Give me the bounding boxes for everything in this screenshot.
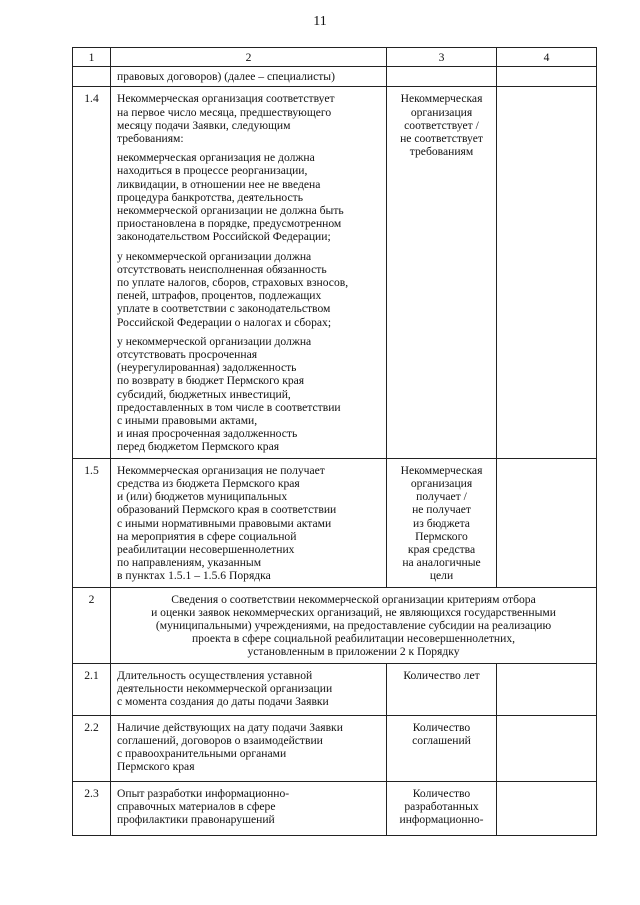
table-row-continuation — [73, 67, 597, 87]
section-heading: Сведения о соответствии некоммерческой организации критериям отбора и оценки заявок некоммерческих организаций, не являющихся государственными (муниципальными) учреждениями, на предоставление субсидии на реализацию проекта в сфере социальной реабилитации несовершеннолетних, установленным в приложении 2 к Порядку — [111, 587, 597, 663]
table-row-2-2 — [73, 715, 597, 781]
table-row-1-4 — [73, 87, 597, 458]
row-description: Наличие действующих на дату подачи Заявки соглашений, договоров о взаимодействии с правоохранительными органами Пермского края — [111, 715, 387, 781]
empty-cell — [497, 715, 597, 781]
row-value-type: Некоммерческая организация получает / не получает из бюджета Пермского края средства на аналогичные цели — [387, 458, 497, 587]
header-cell-1: 1 — [73, 48, 111, 67]
header-cell-4: 4 — [497, 48, 597, 67]
row-value-type: Количество соглашений — [387, 715, 497, 781]
row-number: 2.3 — [73, 781, 111, 835]
row-value-type: Количество лет — [387, 663, 497, 715]
row-description: Длительность осуществления уставной деятельности некоммерческой организации с момента создания до даты подачи Заявки — [111, 663, 387, 715]
row-number: 1.5 — [73, 458, 111, 587]
table-section-2 — [73, 587, 597, 663]
row-description — [111, 87, 387, 458]
header-cell-3: 3 — [387, 48, 497, 67]
row-number: 1.4 — [73, 87, 111, 458]
row-description: Опыт разработки информационно- справочных материалов в сфере профилактики правонарушений — [111, 781, 387, 835]
paragraph-intro: Некоммерческая организация соответствует на первое число месяца, предшествующего месяцу подачи Заявки, следующим требованиям: — [117, 92, 335, 146]
criteria-table — [72, 47, 597, 836]
continuation-text: правовых договоров) (далее – специалисты) — [111, 67, 387, 87]
row-number: 2.1 — [73, 663, 111, 715]
paragraph-reorganization: некоммерческая организация не должна находиться в процессе реорганизации, ликвидации, в отношении нее не введена процедура банкротства, деятельность некоммерческой организации не должна быть приостановлена в порядке, предусмотренном законодательством Российской Федерации; — [117, 151, 344, 244]
table-row-2-3 — [73, 781, 597, 835]
empty-cell — [497, 663, 597, 715]
row-value-type: Количество разработанных информационно- — [387, 781, 497, 835]
table-row-1-5 — [73, 458, 597, 587]
row-number: 2.2 — [73, 715, 111, 781]
empty-cell — [497, 87, 597, 458]
table-header-row — [73, 48, 597, 67]
row-description: Некоммерческая организация не получает средства из бюджета Пермского края и (или) бюджетов муниципальных образований Пермского края в соответствии с иными нормативными правовыми актами на мероприятия в сфере социальной реабилитации несовершеннолетних по направлениям, указанным в пунктах 1.5.1 – 1.5.6 Порядка — [111, 458, 387, 587]
table-row-2-1 — [73, 663, 597, 715]
section-number: 2 — [73, 587, 111, 663]
header-cell-2: 2 — [111, 48, 387, 67]
row-value-type: Некоммерческая организация соответствует / не соответствует требованиям — [387, 87, 497, 458]
empty-cell — [497, 781, 597, 835]
paragraph-taxes: у некоммерческой организации должна отсутствовать неисполненная обязанность по уплате налогов, сборов, страховых взносов, пеней, штрафов, процентов, подлежащих уплате в соответствии с законодательством Российской Федерации о налогах и сборах; — [117, 249, 349, 329]
page-number: 11 — [313, 14, 327, 29]
paragraph-debt: у некоммерческой организации должна отсутствовать просроченная (неурегулированная) задолженность по возврату в бюджет Пермского края субсидий, бюджетных инвестиций, предоставленных в том числе в соответствии с иными правовыми актами, и иная просроченная задолженность перед бюджетом Пермского края — [117, 334, 341, 454]
empty-cell — [497, 458, 597, 587]
